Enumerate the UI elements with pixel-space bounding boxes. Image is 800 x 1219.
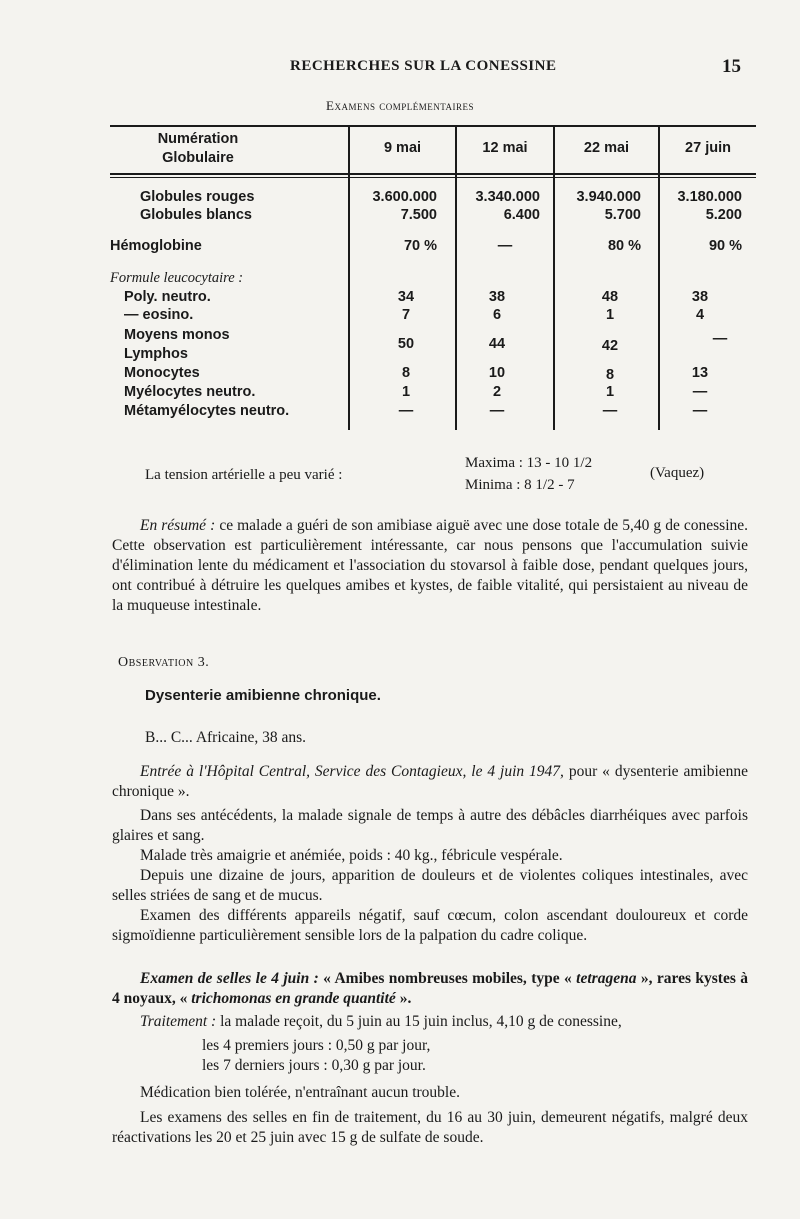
table-cell: 5.200	[705, 207, 742, 223]
column-header: 27 juin	[685, 140, 731, 156]
exam-paragraph	[112, 906, 748, 946]
followup-text: Les examens des selles en fin de traitement, du 16 au 30 juin, demeurent négatifs, malgré deux réactivations les 20 et 25 juin avec 15 g de sulfate de soude.	[112, 1109, 748, 1146]
running-title: RECHERCHES SUR LA CONESSINE	[290, 58, 557, 74]
table-cell: 1	[605, 307, 615, 323]
tension-maxima: Maxima : 13 - 10 1/2	[465, 455, 593, 471]
table-cell: —	[712, 331, 728, 347]
row-label: Moyens monos	[124, 327, 230, 343]
table-cell: 8	[605, 367, 615, 383]
tension-minima: Minima : 8 1/2 - 7	[465, 477, 575, 493]
table-cell: 7.500	[400, 207, 437, 223]
table-cell: 34	[397, 289, 415, 305]
exam-text: Examen des différents appareils négatif, sauf cœcum, colon ascendant douloureux et corde sigmoïdienne particulièrement sensible lors de la palpation du cadre colique.	[112, 907, 748, 944]
condition-paragraph	[112, 846, 748, 866]
table-cell: 70 %	[403, 238, 437, 254]
table-cell: 38	[488, 289, 506, 305]
blood-count-table	[110, 125, 756, 430]
row-label: Métamyélocytes neutro.	[124, 403, 290, 419]
tolerance-text: Médication bien tolérée, n'entraînant aucun trouble.	[140, 1084, 460, 1101]
table-corner-label: Numération	[157, 131, 239, 147]
row-label: Monocytes	[124, 365, 200, 381]
table-column-divider	[553, 125, 555, 430]
table-cell: 6	[492, 307, 502, 323]
table-cell: 5.700	[604, 207, 641, 223]
row-label: Poly. neutro.	[124, 289, 211, 305]
symptoms-text: Depuis une dizaine de jours, apparition de douleurs et de violentes coliques intestinales, avec selles striées de sang et de mucus.	[112, 867, 748, 904]
table-cell: 44	[488, 336, 506, 352]
admission-text: pour « dysenterie amibienne chronique ».	[112, 763, 749, 800]
followup-paragraph	[112, 1108, 748, 1148]
table-column-divider	[455, 125, 457, 430]
table-cell: 2	[492, 384, 502, 400]
column-header: 12 mai	[482, 140, 528, 156]
treatment-paragraph	[112, 1012, 748, 1032]
table-cell: 50	[397, 336, 415, 352]
stool-exam-species: tetragena	[576, 970, 637, 987]
table-cell: 3.180.000	[677, 189, 742, 205]
dose-line-1: les 4 premiers jours : 0,50 g par jour,	[202, 1037, 431, 1054]
history-paragraph	[112, 806, 748, 846]
table-cell: 42	[601, 338, 619, 354]
table-cell: —	[692, 403, 708, 419]
observation-heading: Observation 3.	[118, 655, 210, 670]
observation-title: Dysenterie amibienne chronique.	[145, 687, 381, 704]
tension-method: (Vaquez)	[650, 465, 705, 481]
row-label: Myélocytes neutro.	[124, 384, 256, 400]
row-label: Globules rouges	[140, 189, 255, 205]
table-cell: 3.940.000	[576, 189, 641, 205]
stool-exam-trichomonas: trichomonas en grande quantité	[191, 990, 396, 1007]
symptoms-paragraph	[112, 866, 748, 906]
row-group-label: Formule leucocytaire :	[110, 270, 244, 286]
admission-paragraph	[112, 762, 748, 802]
table-cell: 48	[601, 289, 619, 305]
row-label: Lymphos	[124, 346, 188, 362]
summary-lead: En résumé :	[140, 517, 216, 534]
section-heading: Examens complémentaires	[326, 98, 474, 113]
table-cell: 3.600.000	[372, 189, 437, 205]
stool-exam-text: », rares kystes à 4 noyaux, «	[112, 970, 749, 1007]
table-cell: 8	[401, 365, 411, 381]
table-cell: —	[692, 384, 708, 400]
table-cell: 4	[695, 307, 705, 323]
admission-lead: Entrée à l'Hôpital Central, Service des Contagieux, le 4 juin 1947,	[140, 763, 564, 780]
table-cell: 38	[691, 289, 709, 305]
table-cell: 7	[401, 307, 411, 323]
stool-exam-text: ».	[399, 990, 412, 1007]
table-cell: 90 %	[708, 238, 742, 254]
table-cell: 13	[691, 365, 709, 381]
treatment-text: la malade reçoit, du 5 juin au 15 juin inclus, 4,10 g de conessine,	[220, 1013, 622, 1030]
summary-text: ce malade a guéri de son amibiase aiguë avec une dose totale de 5,40 g de conessine. Cette observation est particulièrement intéressante, car nous pensons que l'accumulation suivie d'élimination lente du médicament et l'association du stovarsol à faible dose, pendant quelques jours, ont contribué à détruire les quelques amibes et kystes, de faible vitalité, qui persistaient au niveau de la muqueuse intestinale.	[112, 517, 749, 614]
condition-text: Malade très amaigrie et anémiée, poids : 40 kg., fébricule vespérale.	[140, 847, 563, 864]
table-cell: 1	[401, 384, 411, 400]
table-cell: —	[398, 403, 414, 419]
stool-exam-paragraph	[112, 969, 748, 1009]
table-cell: —	[602, 403, 618, 419]
table-column-divider	[658, 125, 660, 430]
stool-exam-lead: Examen de selles le 4 juin :	[140, 970, 319, 987]
history-text: Dans ses antécédents, la malade signale de temps à autre des débâcles diarrhéiques avec parfois glaires et sang.	[112, 807, 748, 844]
table-cell: —	[489, 403, 505, 419]
table-cell: 10	[488, 365, 506, 381]
summary-paragraph	[112, 516, 748, 616]
row-label: Hémoglobine	[110, 238, 202, 254]
tension-label: La tension artérielle a peu varié :	[145, 467, 343, 483]
page-number: 15	[722, 56, 741, 77]
table-cell: 6.400	[503, 207, 540, 223]
treatment-lead: Traitement :	[140, 1013, 217, 1030]
patient-line: B... C... Africaine, 38 ans.	[145, 729, 307, 746]
row-label: — eosino.	[124, 307, 194, 323]
tolerance-paragraph	[112, 1083, 748, 1103]
table-cell: 3.340.000	[475, 189, 540, 205]
row-label: Globules blancs	[140, 207, 252, 223]
table-cell: 80 %	[607, 238, 641, 254]
stool-exam-text: « Amibes nombreuses mobiles, type «	[323, 970, 572, 987]
table-cell: —	[497, 238, 513, 254]
dose-line-2: les 7 derniers jours : 0,30 g par jour.	[202, 1057, 426, 1074]
table-corner-label: Globulaire	[162, 150, 234, 166]
table-column-divider	[348, 125, 350, 430]
column-header: 22 mai	[583, 140, 630, 156]
table-cell: 1	[605, 384, 615, 400]
column-header: 9 mai	[383, 140, 422, 156]
